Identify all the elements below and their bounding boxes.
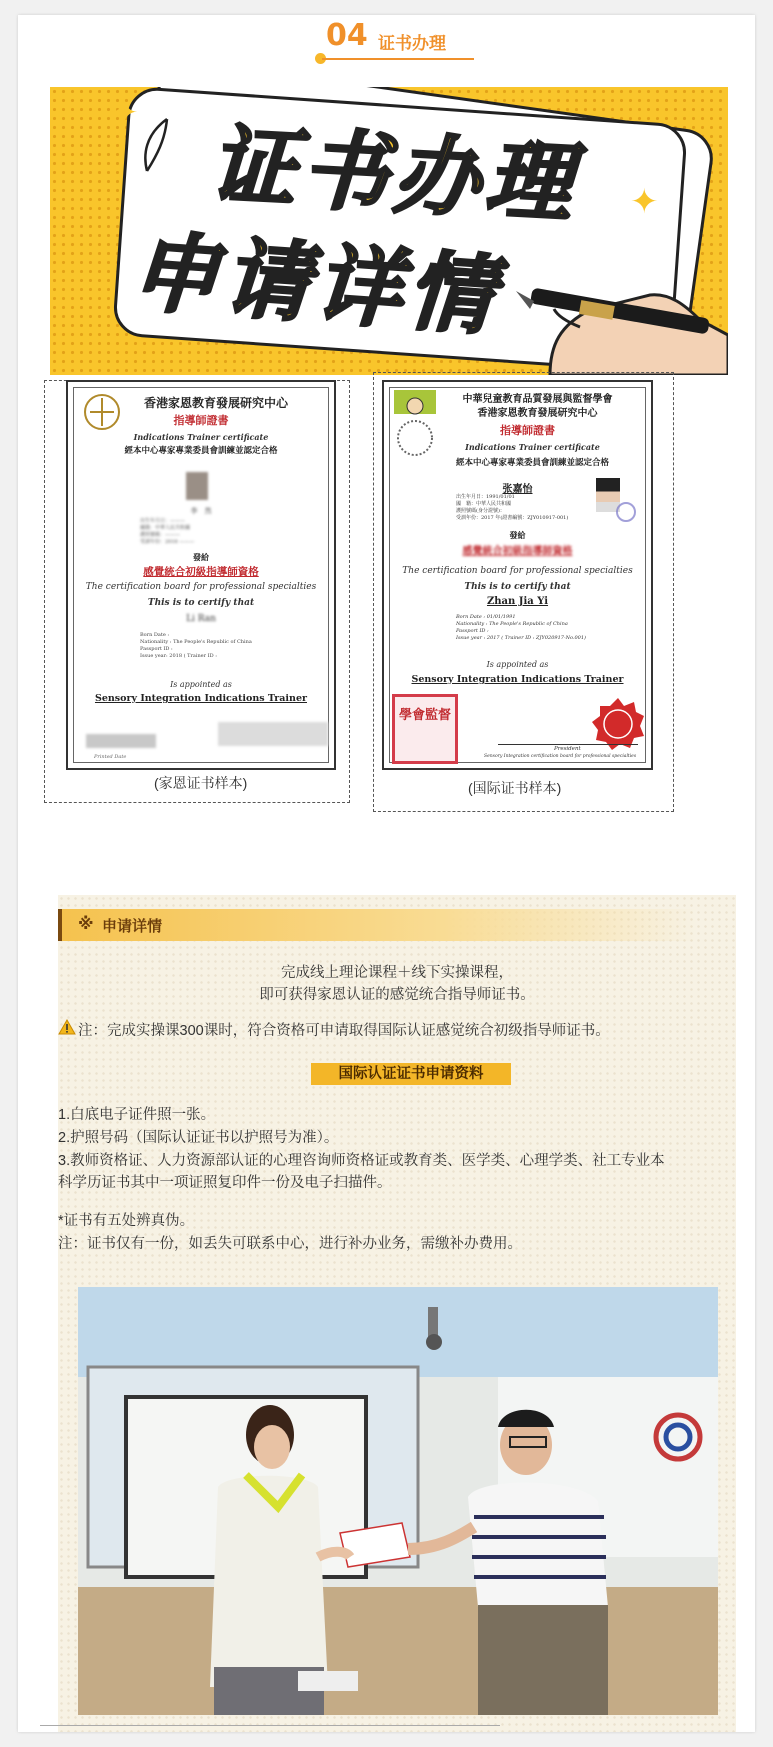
cert-name-blurred: 李 然 bbox=[190, 507, 212, 515]
cert-issue: 發給 bbox=[509, 530, 526, 540]
cert-issue: 發給 bbox=[193, 552, 209, 562]
note-text: 注：完成实操课300课时，符合资格可申请取得国际认证感觉统合初级指导师证书。 bbox=[78, 1023, 610, 1039]
cert-en-name-blurred: Li Ran bbox=[186, 614, 216, 624]
list-item: 1.白底电子证件照一张。 bbox=[58, 1107, 216, 1123]
portrait-photo bbox=[186, 472, 208, 500]
page bbox=[18, 15, 755, 1732]
section-number: 04 bbox=[326, 18, 368, 53]
sparkle-icon: ✦ bbox=[630, 183, 659, 221]
cert-name-cn: 张嘉怡 bbox=[502, 484, 533, 495]
sparkle-icon: ✦ bbox=[110, 94, 139, 132]
cert-appointed: Is appointed as bbox=[486, 660, 549, 669]
society-stamp: 學會監督 bbox=[392, 694, 458, 764]
hand-with-pen-icon bbox=[510, 265, 728, 375]
reissue-note: 注：证书仅有一份，如丢失可联系中心，进行补办业务，需缴补办费用。 bbox=[58, 1236, 522, 1252]
cert-title-en: Indications Trainer certificate bbox=[133, 432, 269, 442]
cert-board: The certification board for professional specialties bbox=[85, 582, 317, 592]
ceremony-illustration bbox=[78, 1287, 718, 1715]
cert-appointed: Is appointed as bbox=[170, 680, 232, 689]
banner-title-line1: 证书办理 bbox=[207, 117, 580, 233]
caption-international: (国际证书样本) bbox=[468, 780, 562, 796]
cert-award: 感覺統合初級指導師資格 bbox=[143, 566, 259, 578]
section-header bbox=[18, 15, 755, 65]
cert-title-en: Indications Trainer certificate bbox=[465, 442, 600, 452]
intro-line-1: 完成线上理论课程＋线下实操课程， bbox=[281, 965, 513, 981]
warning-icon bbox=[58, 1019, 76, 1035]
cert-certify: This is to certify that bbox=[464, 582, 571, 592]
asterisk-icon: ※ bbox=[78, 916, 94, 933]
list-item: 3.教师资格证、人力资源部认证的心理咨询师资格证或教育类、医学类、心理学类、社工专业本 bbox=[58, 1153, 665, 1169]
footer-divider bbox=[40, 1725, 500, 1726]
banner-image bbox=[50, 87, 728, 375]
cert-details-blurred: 出生年月日：——— 國籍：中華人民共和國 護照號碼：——— 受訓年份：2018 ——— bbox=[140, 518, 195, 545]
cert-name-en: Zhan Jia Yi bbox=[486, 596, 549, 607]
cert-org: 香港家恩教育發展研究中心 bbox=[143, 396, 288, 410]
section-title: 证书办理 bbox=[378, 34, 446, 53]
cert-president: President bbox=[554, 746, 581, 752]
cert-cn-details: 出生年月日：1991/01/01 國 籍：中華人民共和國 護照號碼(身分證號)： 受訓年份：2017 年(證書編號：ZJY010917-001) bbox=[456, 494, 569, 521]
cert-en-details: Born Date : Nationality : The People's Republic of China Passport ID : Issue year: 2018 ( Trainer ID : bbox=[140, 632, 252, 659]
certificate-international bbox=[382, 380, 653, 770]
cert-board: The certification board for professional specialties bbox=[402, 566, 633, 576]
cert-org1: 中華兒童教育品質發展與監督學會 bbox=[462, 394, 613, 405]
intro-line-2: 即可获得家恩认证的感觉统合指导师证书。 bbox=[259, 987, 535, 1003]
cert-subtitle: 經本中心專家專業委員會訓練並認定合格 bbox=[124, 446, 278, 456]
seal-stamp-icon bbox=[616, 502, 636, 522]
feather-icon bbox=[135, 115, 175, 175]
details-heading-text: 申请详情 bbox=[102, 918, 163, 935]
cert-printed-date: Printed Date bbox=[94, 754, 127, 760]
list-item: 2.护照号码（国际认证证书以护照号为准）。 bbox=[58, 1130, 339, 1146]
cert-en-details: Born Date : 01/01/1991 Nationality : The People's Republic of China Passport ID : Issue year : 2017 ( Trainer ID : ZJY020917-No.001) bbox=[456, 614, 586, 641]
signature-date-blurred bbox=[86, 734, 156, 748]
list-item: 科学历证书其中一项证照复印件一份及电子扫描件。 bbox=[58, 1175, 392, 1191]
materials-title: 国际认证证书申请资料 bbox=[311, 1063, 511, 1085]
banner-title-line2: 申请详情 bbox=[128, 224, 503, 346]
caption-jiaen: (家恩证书样本) bbox=[154, 775, 248, 791]
signature-blurred bbox=[218, 722, 328, 746]
cert-award: 感覺統合初級指導師資格 bbox=[462, 546, 573, 557]
cert-role: Sensory Integration Indications Trainer bbox=[411, 674, 624, 685]
cert-title-cn: 指導師證書 bbox=[500, 424, 555, 437]
header-underline bbox=[322, 58, 474, 60]
application-details bbox=[58, 895, 736, 1732]
cert-board-footer: Sensory Integration certification board for professional specialties bbox=[484, 754, 637, 759]
certificate-jiaen bbox=[66, 380, 336, 770]
cert-role: Sensory Integration Indications Trainer bbox=[94, 693, 307, 704]
award-ceremony-photo bbox=[78, 1287, 718, 1715]
cert-subtitle: 經本中心專家專業委員會訓練並認定合格 bbox=[455, 458, 609, 468]
details-heading bbox=[58, 909, 698, 941]
cert-certify: This is to certify that bbox=[147, 598, 255, 608]
authenticity-note: *证书有五处辨真伪。 bbox=[58, 1213, 195, 1229]
cert-title-cn: 指導師證書 bbox=[173, 414, 229, 427]
cert-org2: 香港家恩教育發展研究中心 bbox=[477, 408, 598, 419]
certificate-samples bbox=[44, 380, 740, 835]
